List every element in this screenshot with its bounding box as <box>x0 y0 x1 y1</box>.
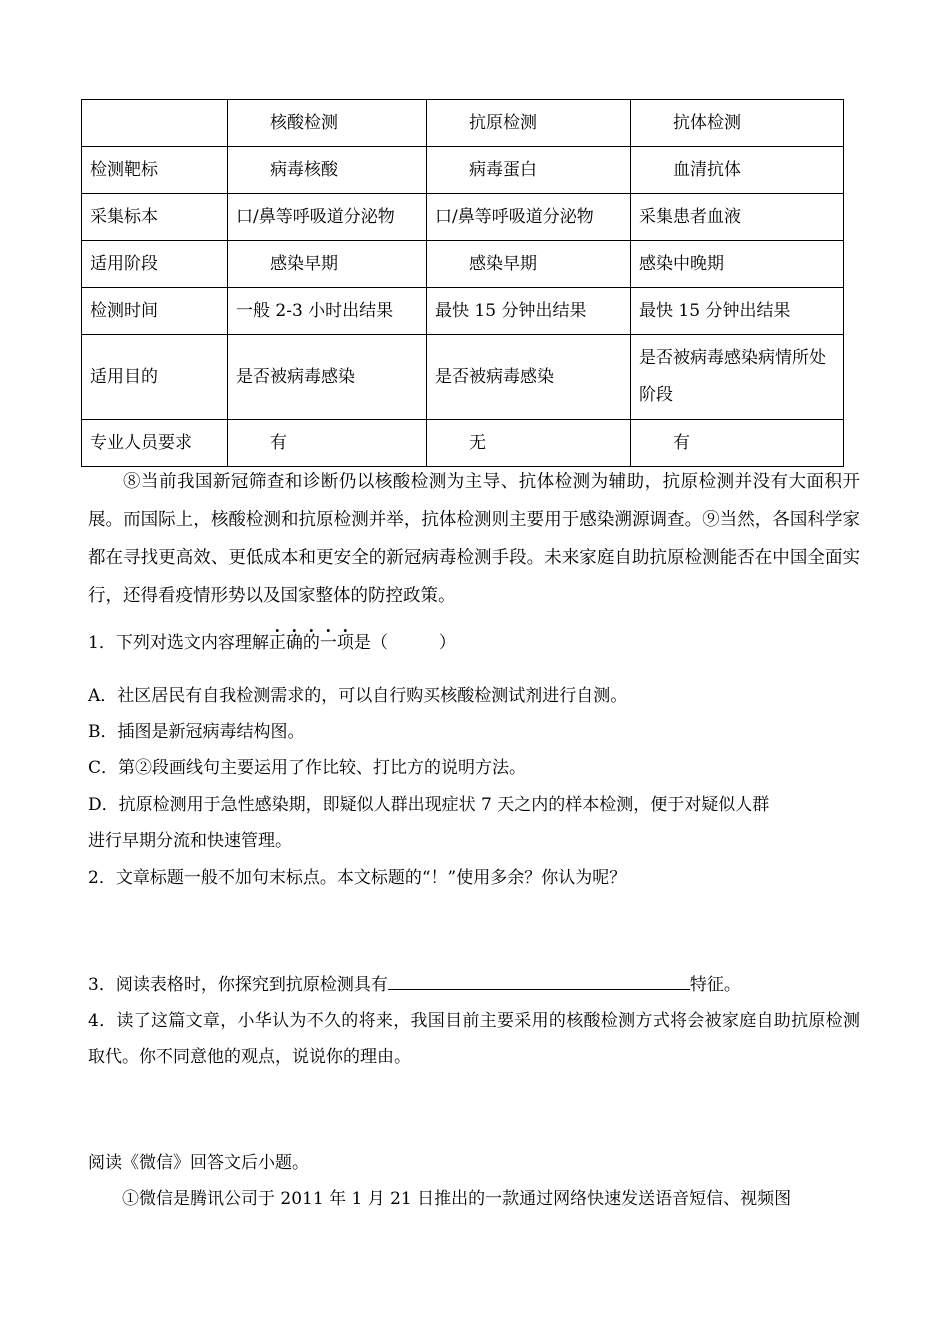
table-cell: 采集患者血液 <box>631 194 844 241</box>
paragraph-8: ⑧当前我国新冠筛查和诊断仍以核酸检测为主导、抗体检测为辅助，抗原检测并没有大面积开展。而国际上，核酸检测和抗原检测并举，抗体检测则主要用于感染溯源调查。⑨当然，各国科学家都在寻找更高效、更低成本和更安全的新冠病毒检测手段。未来家庭自助抗原检测能否在中国全面实行，还得看疫情形势以及国家整体的防控政策。 <box>88 472 860 606</box>
option-a: A．社区居民有自我检测需求的，可以自行购买核酸检测试剂进行自测。 <box>88 686 628 706</box>
question-1-suffix: 是（ ） <box>353 633 456 653</box>
emphasis-char: 的 <box>302 633 320 653</box>
table-header-cell: 抗原检测 <box>427 100 631 147</box>
question-3 <box>88 971 860 997</box>
table-header-cell <box>82 100 228 147</box>
table-cell: 是否被病毒感染病情所处阶段 <box>631 335 844 420</box>
table-row <box>82 335 844 420</box>
table-row <box>82 147 844 194</box>
table-cell: 病毒蛋白 <box>427 147 631 194</box>
table-cell: 适用目的 <box>82 335 228 420</box>
table-cell: 感染早期 <box>427 241 631 288</box>
table-cell: 是否被病毒感染 <box>427 335 631 420</box>
table-cell: 有 <box>228 420 427 467</box>
answer-blank[interactable] <box>388 971 690 990</box>
option-c: C．第②段画线句主要运用了作比较、打比方的说明方法。 <box>88 758 527 778</box>
option-b: B．插图是新冠病毒结构图。 <box>88 722 305 742</box>
table-cell: 采集标本 <box>82 194 228 241</box>
table-header-cell: 核酸检测 <box>228 100 427 147</box>
option-d-line-1: D．抗原检测用于急性感染期，即疑似人群出现症状 7 天之内的样本检测，便于对疑似人群 <box>88 795 770 815</box>
question-3-suffix: 特征。 <box>689 975 741 995</box>
option-d-line-2: 进行早期分流和快速管理。 <box>88 831 292 851</box>
comparison-table <box>81 99 844 467</box>
table-cell: 口/鼻等呼吸道分泌物 <box>228 194 427 241</box>
table-cell: 血清抗体 <box>631 147 844 194</box>
question-2: 2．文章标题一般不加句末标点。本文标题的“！”使用多余？你认为呢？ <box>88 868 627 888</box>
question-3-prefix: 3．阅读表格时，你探究到抗原检测具有 <box>88 975 388 995</box>
table-header-row <box>82 100 844 147</box>
table-row <box>82 241 844 288</box>
table-cell: 检测时间 <box>82 288 228 335</box>
question-1-prefix: 1．下列对选文内容理解 <box>88 633 269 653</box>
table-cell: 最快 15 分钟出结果 <box>427 288 631 335</box>
table-cell: 检测靶标 <box>82 147 228 194</box>
table-cell: 无 <box>427 420 631 467</box>
table-cell: 最快 15 分钟出结果 <box>631 288 844 335</box>
table-header-cell: 抗体检测 <box>631 100 844 147</box>
emphasis-char: 项 <box>336 633 354 653</box>
emphasis-char: 一 <box>319 633 337 653</box>
emphasis-char: 正 <box>268 633 286 653</box>
table-cell: 感染中晚期 <box>631 241 844 288</box>
table-cell: 口/鼻等呼吸道分泌物 <box>427 194 631 241</box>
reading-intro: 阅读《微信》回答文后小题。 <box>88 1153 309 1173</box>
table-row <box>82 288 844 335</box>
table-cell: 专业人员要求 <box>82 420 228 467</box>
table-cell: 一般 2-3 小时出结果 <box>228 288 427 335</box>
table-cell: 病毒核酸 <box>228 147 427 194</box>
table-cell: 是否被病毒感染 <box>228 335 427 420</box>
table-row <box>82 194 844 241</box>
emphasis-char: 确 <box>285 633 303 653</box>
table-cell: 有 <box>631 420 844 467</box>
question-1 <box>88 631 860 655</box>
table-cell: 感染早期 <box>228 241 427 288</box>
table-row <box>82 420 844 467</box>
question-4: 4．读了这篇文章，小华认为不久的将来，我国目前主要采用的核酸检测方式将会被家庭自助抗原检测取代。你不同意他的观点，说说你的理由。 <box>88 1011 860 1067</box>
reading-paragraph-1: ①微信是腾讯公司于 2011 年 1 月 21 日推出的一款通过网络快速发送语音短信、视频图 <box>122 1189 792 1209</box>
table-cell: 适用阶段 <box>82 241 228 288</box>
